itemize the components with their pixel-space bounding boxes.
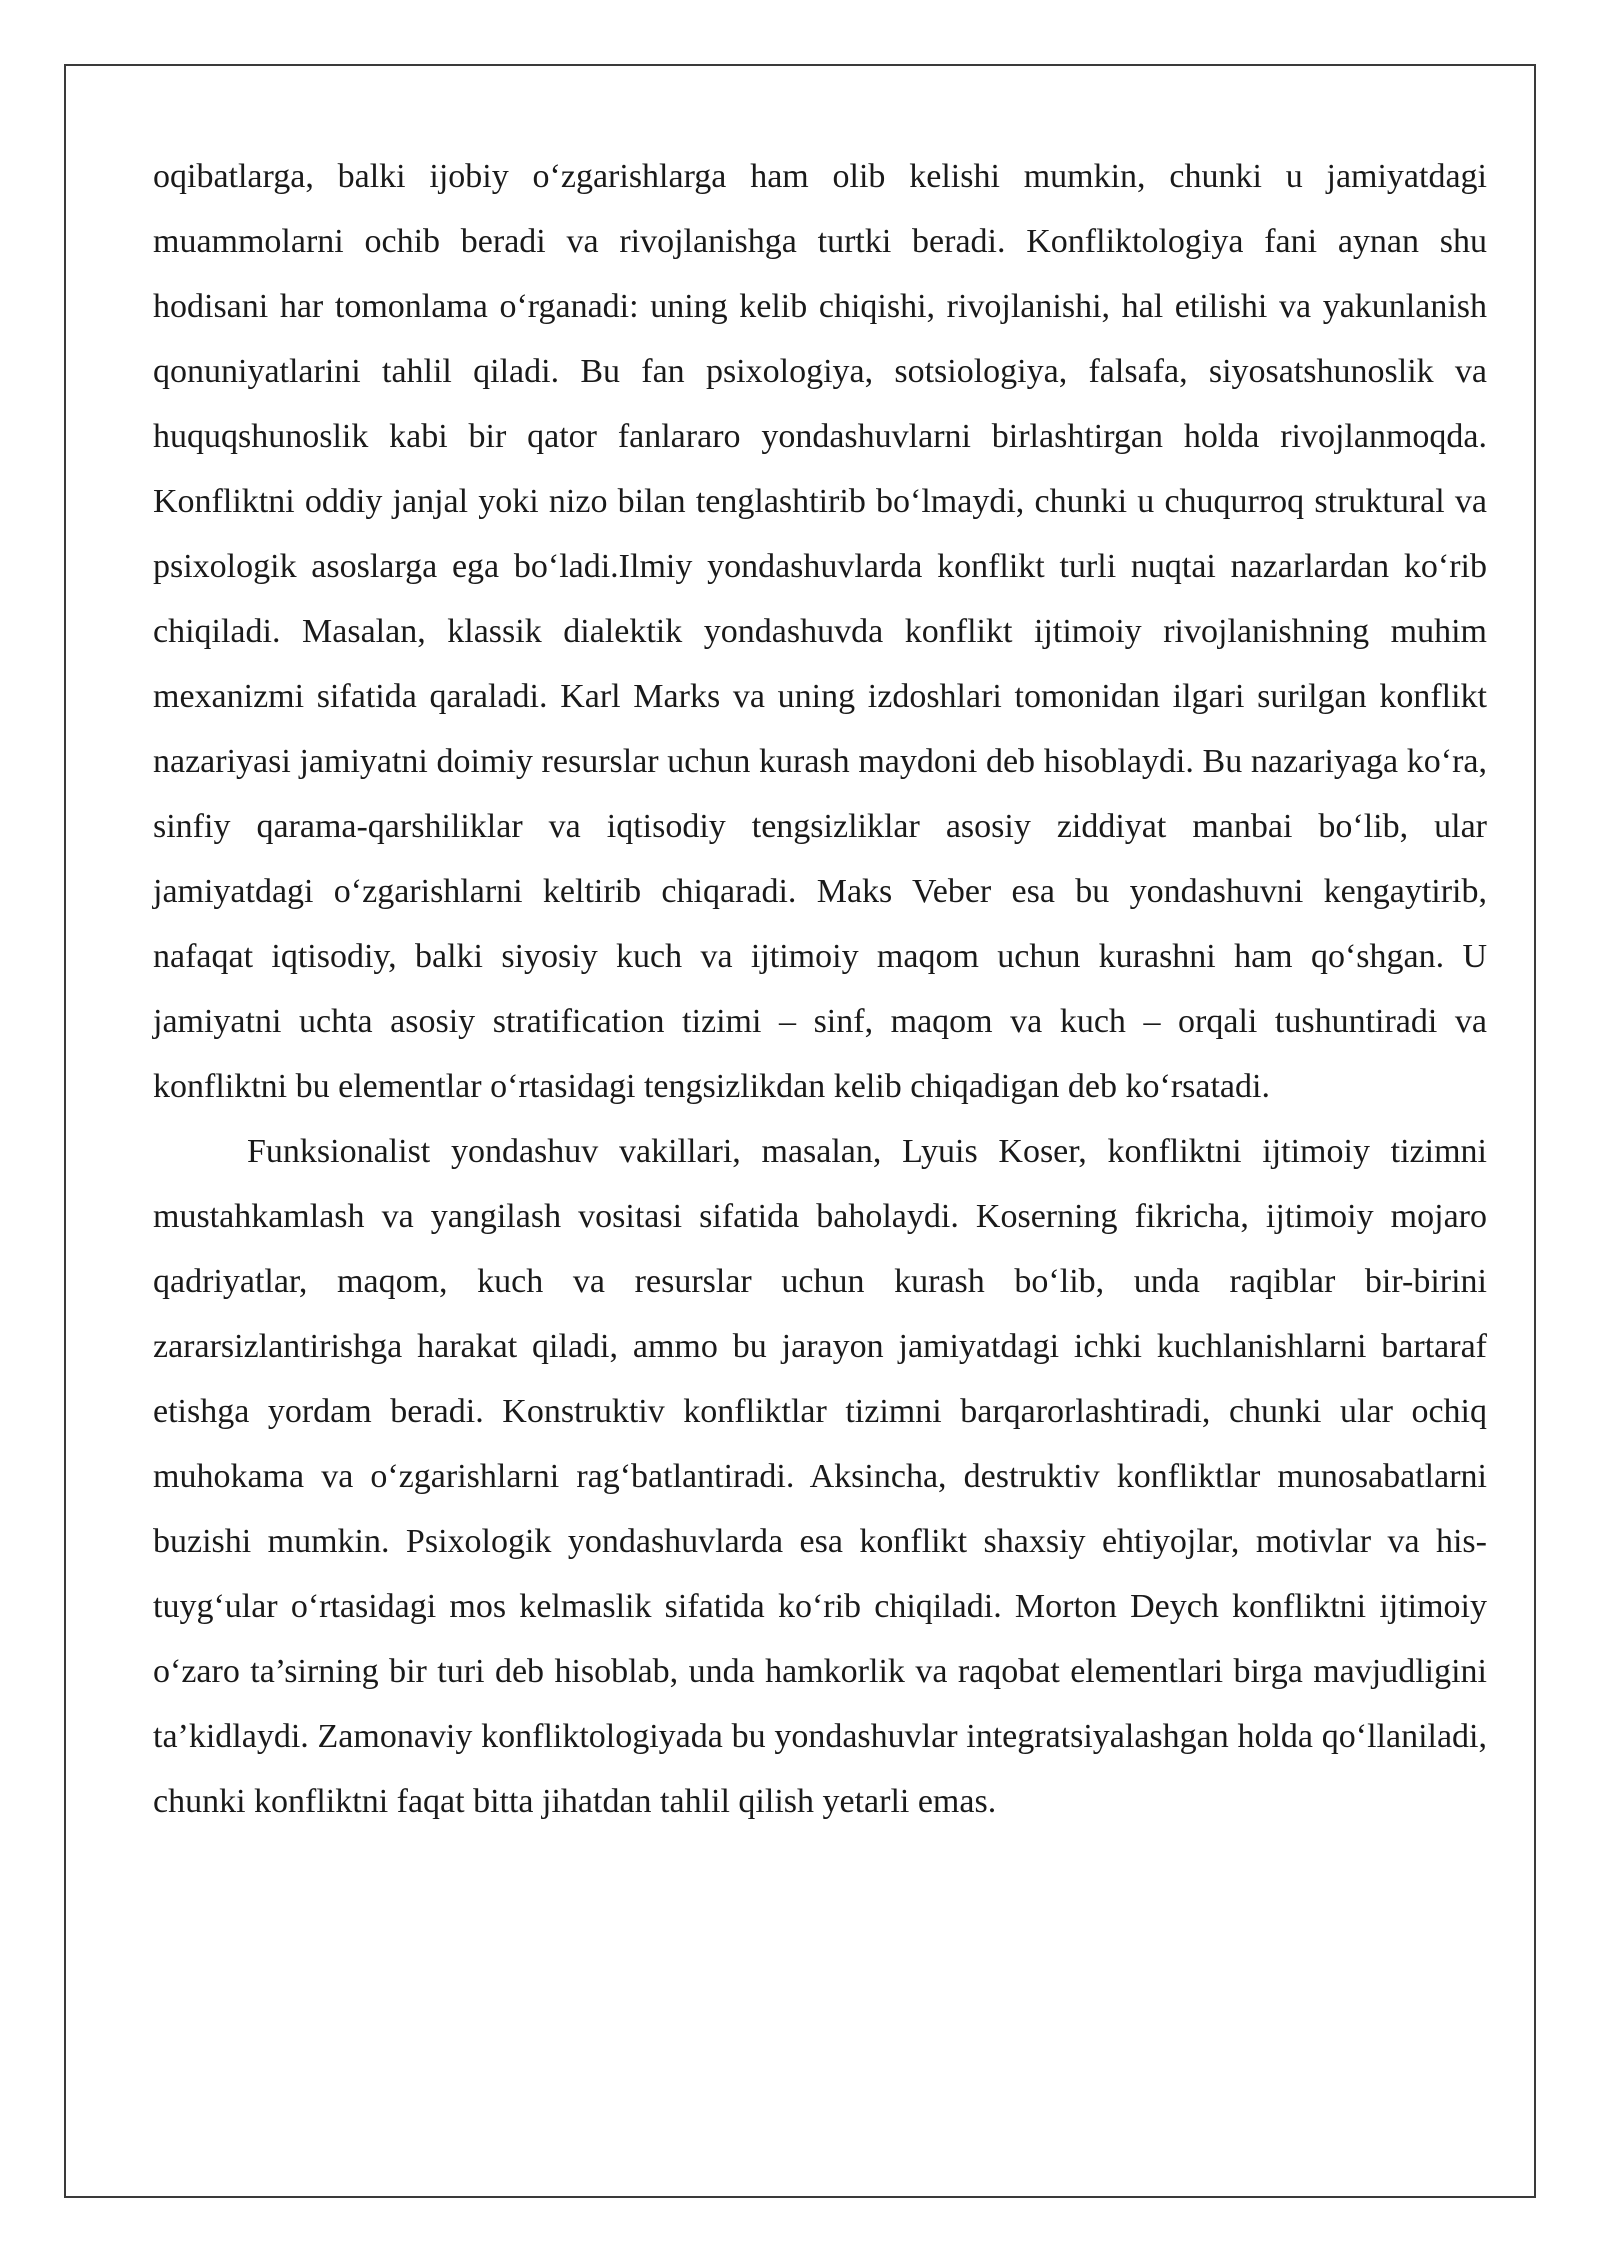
- paragraph-continuation: oqibatlarga, balki ijobiy o‘zgarishlarga ham olib kelishi mumkin, chunki u jamiyatdagi muammolarni ochib beradi va rivojlanishga turtki beradi. Konfliktologiya fani aynan shu hodisani har tomonlama o‘rganadi: uning kelib chiqishi, rivojlanishi, hal etilishi va yakunlanish qonuniyatlarini tahlil qiladi. Bu fan psixologiya, sotsiologiya, falsafa, siyosatshunoslik va huquqshunoslik kabi bir qator fanlararo yondashuvlarni birlashtirgan holda rivojlanmoqda. Konfliktni oddiy janjal yoki nizo bilan tenglashtirib bo‘lmaydi, chunki u chuqurroq struktural va psixologik asoslarga ega bo‘ladi.Ilmiy yondashuvlarda konflikt turli nuqtai nazarlardan ko‘rib chiqiladi. Masalan, klassik dialektik yondashuvda konflikt ijtimoiy rivojlanishning muhim mexanizmi sifatida qaraladi. Karl Marks va uning izdoshlari tomonidan ilgari surilgan konflikt nazariyasi jamiyatni doimiy resurslar uchun kurash maydoni deb hisoblaydi. Bu nazariyaga ko‘ra, sinfiy qarama-qarshiliklar va iqtisodiy tengsizliklar asosiy ziddiyat manbai bo‘lib, ular jamiyatdagi o‘zgarishlarni keltirib chiqaradi. Maks Veber esa bu yondashuvni kengaytirib, nafaqat iqtisodiy, balki siyosiy kuch va ijtimoiy maqom uchun kurashni ham qo‘shgan. U jamiyatni uchta asosiy stratification tizimi – sinf, maqom va kuch – orqali tushuntiradi va konfliktni bu elementlar o‘rtasidagi tengsizlikdan kelib chiqadigan deb ko‘rsatadi.: [153, 158, 1487, 1105]
- document-body: [153, 144, 1487, 1834]
- paragraph-functionalist: Funksionalist yondashuv vakillari, masalan, Lyuis Koser, konfliktni ijtimoiy tizimni mustahkamlash va yangilash vositasi sifatida baholaydi. Koserning fikricha, ijtimoiy mojaro qadriyatlar, maqom, kuch va resurslar uchun kurash bo‘lib, unda raqiblar bir-birini zararsizlantirishga harakat qiladi, ammo bu jarayon jamiyatdagi ichki kuchlanishlarni bartaraf etishga yordam beradi. Konstruktiv konfliktlar tizimni barqarorlashtiradi, chunki ular ochiq muhokama va o‘zgarishlarni rag‘batlantiradi. Aksincha, destruktiv konfliktlar munosabatlarni buzishi mumkin. Psixologik yondashuvlarda esa konflikt shaxsiy ehtiyojlar, motivlar va his-tuyg‘ular o‘rtasidagi mos kelmaslik sifatida ko‘rib chiqiladi. Morton Deych konfliktni ijtimoiy o‘zaro ta’sirning bir turi deb hisoblab, unda hamkorlik va raqobat elementlari birga mavjudligini ta’kidlaydi. Zamonaviy konfliktologiyada bu yondashuvlar integratsiyalashgan holda qo‘llaniladi, chunki konfliktni faqat bitta jihatdan tahlil qilish yetarli emas.: [153, 1133, 1487, 1820]
